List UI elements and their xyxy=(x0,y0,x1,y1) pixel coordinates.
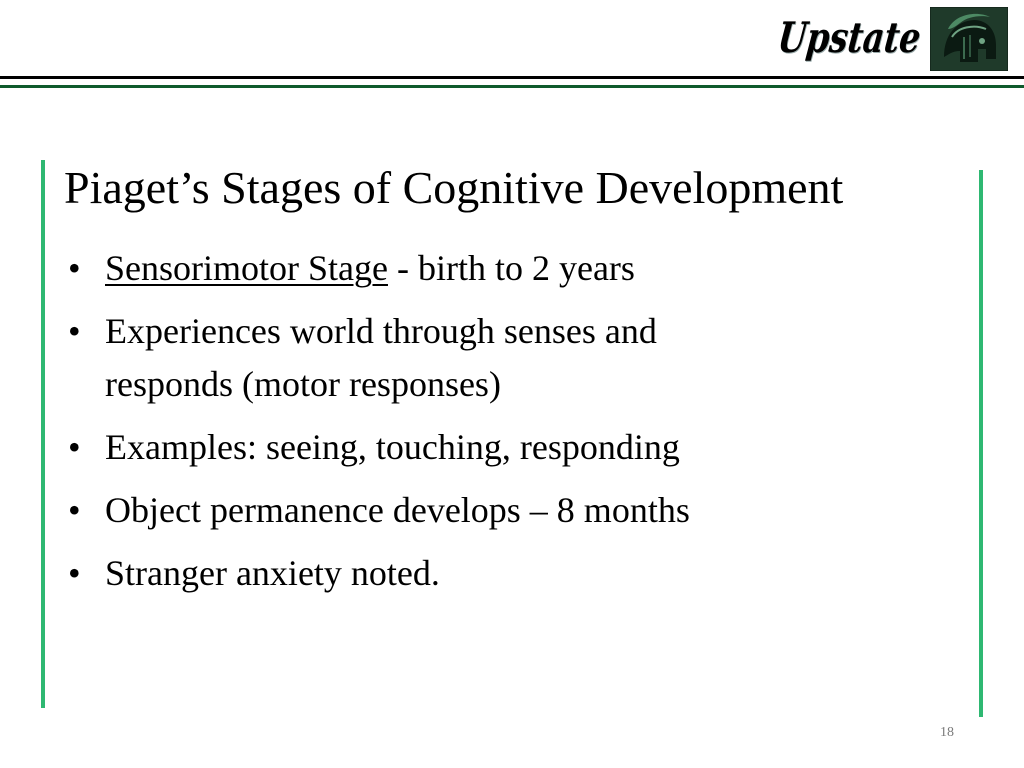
bullet-item xyxy=(66,421,946,474)
spartan-helmet-icon xyxy=(930,7,1008,71)
stage-age-range: - birth to 2 years xyxy=(387,248,635,288)
bullet-list xyxy=(66,242,946,610)
slide-title: Piaget’s Stages of Cognitive Development xyxy=(64,162,844,213)
right-accent-line xyxy=(979,170,983,717)
bullet-icon: • xyxy=(68,553,81,593)
bullet-icon: • xyxy=(68,248,81,288)
bullet-text: Examples: seeing, touching, responding xyxy=(105,427,680,467)
brand-wordmark: Upstate xyxy=(775,13,923,62)
bullet-item xyxy=(66,547,946,600)
bullet-icon: • xyxy=(68,427,81,467)
bullet-text: Object permanence develops – 8 months xyxy=(105,490,690,530)
bullet-text-line-2: responds (motor responses) xyxy=(105,364,501,404)
bullet-icon: • xyxy=(68,311,81,351)
bullet-text: Stranger anxiety noted. xyxy=(105,553,440,593)
bullet-icon: • xyxy=(68,490,81,530)
stage-name: Sensorimotor Stage xyxy=(105,248,388,288)
left-accent-line xyxy=(41,160,45,708)
bullet-item xyxy=(66,242,946,295)
bullet-item xyxy=(66,305,946,411)
slide-header xyxy=(0,0,1024,90)
header-rule-green xyxy=(0,85,1024,88)
bullet-text-line-1: Experiences world through senses and xyxy=(105,311,657,351)
page-number: 18 xyxy=(940,725,954,740)
header-rule-black xyxy=(0,76,1024,79)
bullet-item xyxy=(66,484,946,537)
